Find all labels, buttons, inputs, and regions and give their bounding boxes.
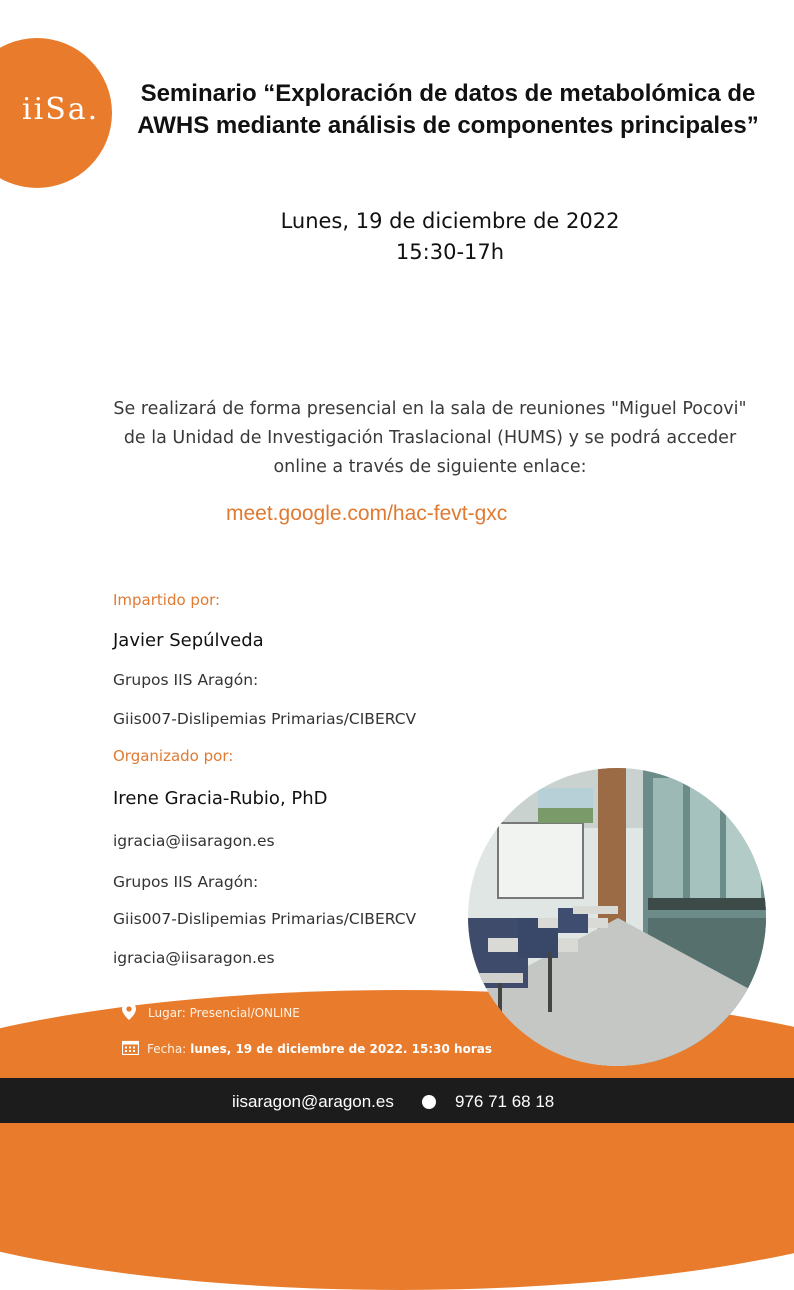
date-value: lunes, 19 de diciembre de 2022. 15:30 horas <box>190 1042 492 1056</box>
organizer-name: Irene Gracia-Rubio, PhD <box>113 788 328 809</box>
place-label: Lugar: Presencial/ONLINE <box>148 1005 300 1020</box>
date-info <box>122 1040 492 1058</box>
speaker-groups-label: Grupos IIS Aragón: <box>113 671 259 689</box>
meet-link[interactable]: meet.google.com/hac-fevt-gxc <box>226 502 508 525</box>
footer-bar <box>0 1078 794 1123</box>
seminar-title: Seminario “Exploración de datos de metabolómica de AWHS mediante análisis de componentes principales” <box>137 80 759 139</box>
classroom-photo <box>468 768 766 1066</box>
event-date: Lunes, 19 de diciembre de 2022 <box>280 209 620 233</box>
event-time: 15:30-17h <box>395 240 505 264</box>
organizer-groups-label: Grupos IIS Aragón: <box>113 873 259 891</box>
speaker-label: Impartido por: <box>113 591 221 609</box>
location-pin-icon <box>122 1002 136 1023</box>
date-block <box>220 206 680 268</box>
speaker-group: Giis007-Dislipemias Primarias/CIBERCV <box>113 710 417 728</box>
date-label: Fecha: <box>147 1042 187 1056</box>
organizer-email[interactable]: igracia@iisaragon.es <box>113 832 275 850</box>
place-info <box>122 1002 300 1023</box>
footer-phone[interactable]: 976 71 68 18 <box>455 1092 555 1111</box>
calendar-icon <box>122 1040 139 1058</box>
organizer-label: Organizado por: <box>113 747 234 765</box>
footer-email[interactable]: iisaragon@aragon.es <box>232 1092 394 1111</box>
organizer-email-2[interactable]: igracia@iisaragon.es <box>113 949 275 967</box>
speaker-name: Javier Sepúlveda <box>113 630 264 651</box>
logo-text: iiSa. <box>22 92 100 127</box>
separator-dot <box>422 1095 436 1109</box>
organizer-group: Giis007-Dislipemias Primarias/CIBERCV <box>113 910 417 928</box>
event-description: Se realizará de forma presencial en la sala de reuniones "Miguel Pocovi" de la Unidad de Investigación Traslacional (HUMS) y se podrá acceder online a través de siguiente enlace: <box>113 399 747 477</box>
